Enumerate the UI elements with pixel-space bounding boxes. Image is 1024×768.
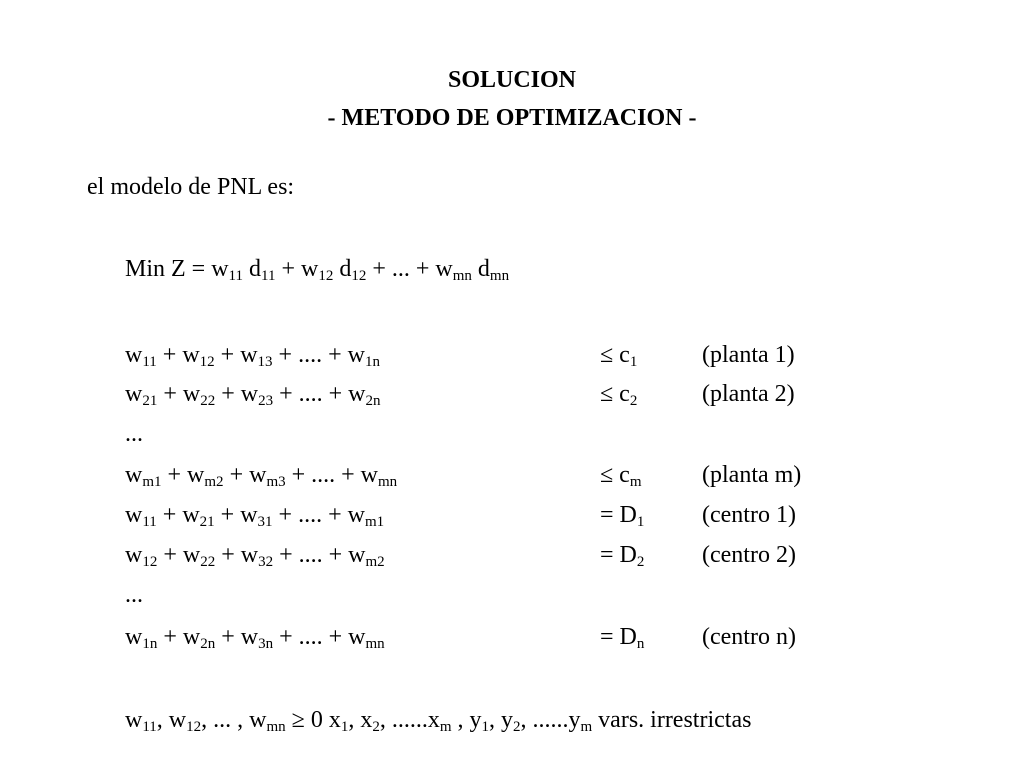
term-text: , y: [451, 707, 482, 733]
term-text: + w: [223, 462, 267, 488]
term-text: , ......x: [379, 707, 440, 733]
constraint-label: (centro n): [702, 624, 796, 650]
ellipsis-row: ...: [125, 582, 143, 608]
term-subscript: 2: [372, 719, 380, 735]
term-subscript: m2: [365, 554, 385, 570]
term-subscript: 32: [258, 554, 274, 570]
constraint-rhs: [600, 379, 637, 409]
relation-text: ≤ c: [600, 381, 630, 407]
term-subscript: 23: [258, 393, 274, 409]
constraint-rhs: [600, 622, 644, 652]
term-text: + .... + w: [272, 502, 365, 528]
term-text: + .... + w: [272, 342, 365, 368]
term-subscript: 11: [142, 354, 157, 370]
term-text: + w: [156, 502, 200, 528]
term-text: w: [125, 342, 143, 368]
term-text: + w: [157, 624, 201, 650]
term-text: + w: [157, 542, 201, 568]
term-text: + w: [214, 502, 258, 528]
term-text: + w: [157, 381, 201, 407]
term-text: + .... + w: [273, 542, 366, 568]
relation-text: = D: [600, 624, 637, 650]
term-text: w: [125, 502, 143, 528]
constraint-rhs: [600, 460, 642, 490]
term-text: + w: [215, 624, 259, 650]
title-solucion: SOLUCION: [447, 67, 577, 93]
term-text: + .... + w: [285, 462, 379, 488]
term-text: , ... , w: [201, 707, 267, 733]
constraint-lhs: [125, 340, 380, 370]
constraint-lhs: [125, 500, 384, 530]
term-text: + w: [215, 381, 259, 407]
objective-function: Min $Z = w_{11}$ $d_{11} + w_{12}$ $d_{12}$ + ... + $w_{mn}$ $d_{mn}$: [125, 256, 510, 284]
term-subscript: m1: [142, 474, 162, 490]
term-subscript: 2: [513, 719, 521, 735]
term-text: + w: [156, 342, 200, 368]
term-subscript: 12: [142, 554, 158, 570]
term-subscript: m: [439, 719, 452, 735]
term-subscript: 1n: [142, 636, 158, 652]
constraint-lhs: [125, 622, 385, 652]
term-subscript: mn: [378, 474, 398, 490]
bounds-line: [125, 705, 751, 735]
term-subscript: mn: [266, 719, 286, 735]
term-subscript: 11: [142, 514, 157, 530]
term-subscript: m3: [266, 474, 286, 490]
term-text: , ......y: [520, 707, 581, 733]
relation-subscript: n: [636, 636, 645, 652]
term-text: w: [125, 707, 143, 733]
constraint-rhs: [600, 540, 644, 570]
constraint-lhs: [125, 379, 381, 409]
relation-subscript: 1: [629, 354, 638, 370]
term-subscript: 1n: [364, 354, 380, 370]
constraint-label: (planta 1): [702, 342, 795, 368]
constraint-label: (centro 2): [702, 542, 796, 568]
constraint-lhs: [125, 460, 397, 490]
term-subscript: 1: [481, 719, 489, 735]
term-text: w: [125, 624, 143, 650]
term-subscript: 12: [199, 354, 215, 370]
term-subscript: 31: [257, 514, 273, 530]
title-metodo: - METODO DE OPTIMIZACION -: [327, 105, 697, 131]
term-subscript: mn: [365, 636, 385, 652]
term-text: + w: [215, 542, 259, 568]
term-text: vars. irrestrictas: [592, 707, 752, 733]
relation-subscript: 2: [636, 554, 645, 570]
constraint-rhs: [600, 500, 644, 530]
term-text: , w: [156, 707, 187, 733]
term-text: + .... + w: [273, 381, 366, 407]
relation-subscript: m: [629, 474, 642, 490]
term-text: + w: [214, 342, 258, 368]
term-text: ≥ 0 x: [285, 707, 341, 733]
term-subscript: 21: [199, 514, 215, 530]
term-subscript: 13: [257, 354, 273, 370]
term-subscript: 11: [142, 719, 157, 735]
intro-text: el modelo de PNL es:: [87, 174, 295, 200]
term-text: w: [125, 462, 143, 488]
constraint-label: (planta 2): [702, 381, 795, 407]
relation-text: = D: [600, 542, 637, 568]
relation-subscript: 2: [629, 393, 638, 409]
term-text: w: [125, 381, 143, 407]
constraint-rhs: [600, 340, 637, 370]
relation-text: ≤ c: [600, 462, 630, 488]
ellipsis-row: ...: [125, 421, 143, 447]
term-subscript: 22: [200, 554, 216, 570]
term-text: , x: [348, 707, 373, 733]
constraint-label: (planta m): [702, 462, 802, 488]
constraint-lhs: [125, 540, 385, 570]
term-subscript: 21: [142, 393, 158, 409]
relation-text: = D: [600, 502, 637, 528]
term-text: w: [125, 542, 143, 568]
term-subscript: m: [580, 719, 593, 735]
term-subscript: 1: [340, 719, 349, 735]
relation-text: ≤ c: [600, 342, 630, 368]
term-text: + w: [161, 462, 205, 488]
term-subscript: 2n: [200, 636, 216, 652]
term-subscript: m1: [364, 514, 385, 530]
term-subscript: 22: [200, 393, 216, 409]
term-text: , y: [489, 707, 513, 733]
term-subscript: 2n: [365, 393, 381, 409]
term-subscript: 3n: [258, 636, 274, 652]
term-subscript: 12: [186, 719, 202, 735]
term-subscript: m2: [204, 474, 224, 490]
relation-subscript: 1: [636, 514, 645, 530]
constraint-label: (centro 1): [702, 502, 796, 528]
term-text: + .... + w: [273, 624, 366, 650]
